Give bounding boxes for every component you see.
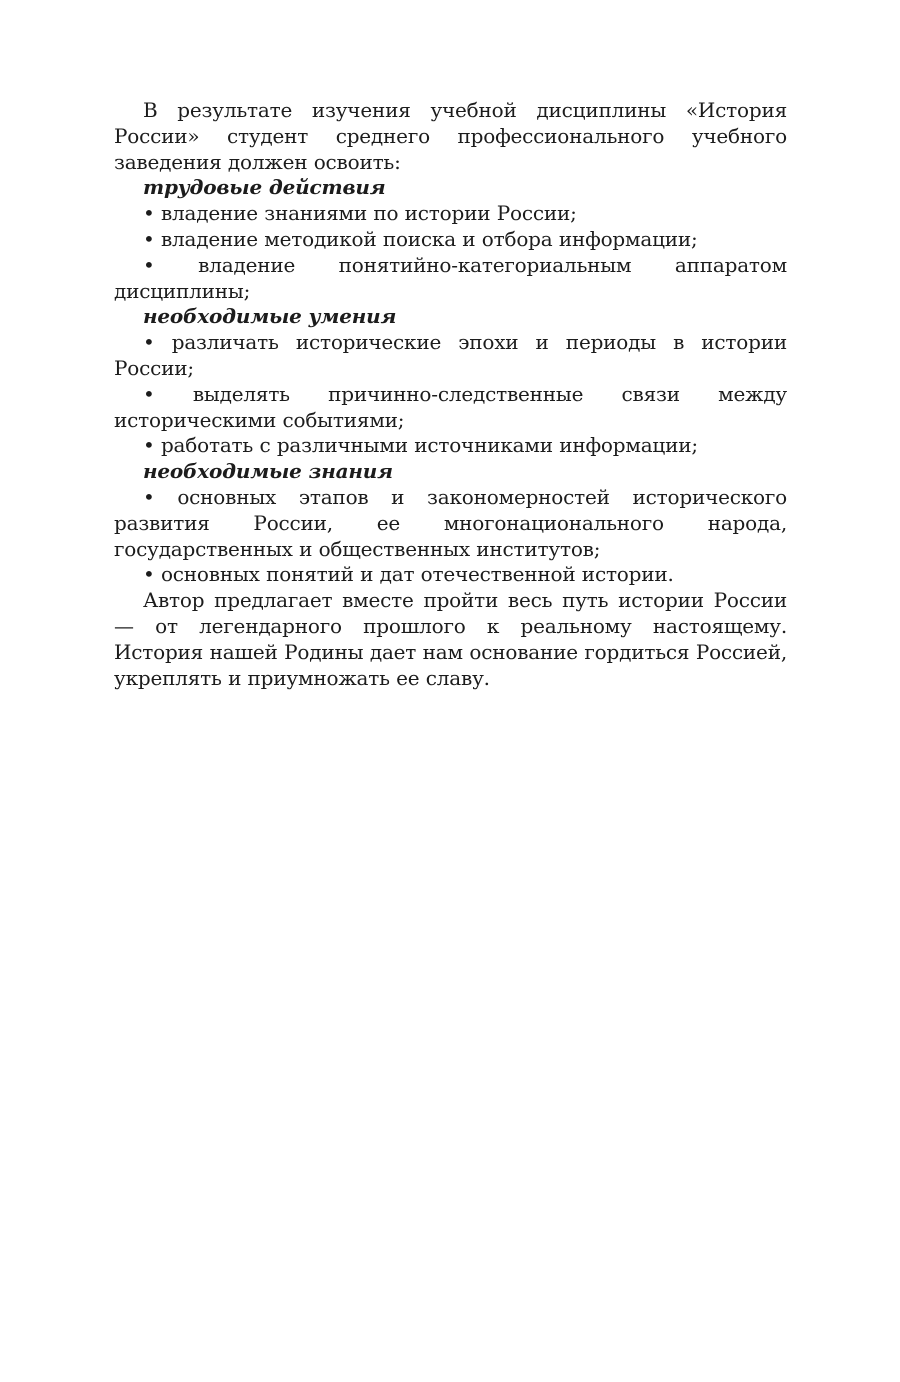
section-heading-labor-actions: трудовые действия	[143, 175, 386, 200]
list-item: • владение знаниями по истории России;	[143, 201, 577, 226]
list-item: • владение понятийно-категориальным аппаратом дисциплины;	[114, 252, 787, 303]
list-item: • владение методикой поиска и отбора информации;	[143, 226, 698, 251]
list-item: • основных понятий и дат отечественной истории.	[143, 562, 674, 587]
intro-paragraph: В результате изучения учебной дисциплины «История России» студент среднего профессионального учебного заведения должен освоить:	[114, 98, 787, 174]
list-item: • различать исторические эпохи и периоды в истории России;	[114, 330, 787, 380]
list-item: • выделять причинно-следственные связи между историческими событиями;	[114, 381, 787, 432]
section-heading-skills: необходимые умения	[143, 304, 397, 329]
conclusion-paragraph: Автор предлагает вместе пройти весь путь истории России — от легендарного прошлого к реальному настоящему. История нашей Родины дает нам основание гордиться Россией, укреплять и приумножать ее славу.	[114, 588, 787, 690]
page-text	[114, 98, 787, 691]
section-heading-knowledge: необходимые знания	[143, 459, 393, 484]
list-item: • работать с различными источниками информации;	[143, 433, 698, 458]
list-item: • основных этапов и закономерностей исторического развития России, ее многонационального народа, государственных и общественных институтов;	[114, 484, 787, 561]
